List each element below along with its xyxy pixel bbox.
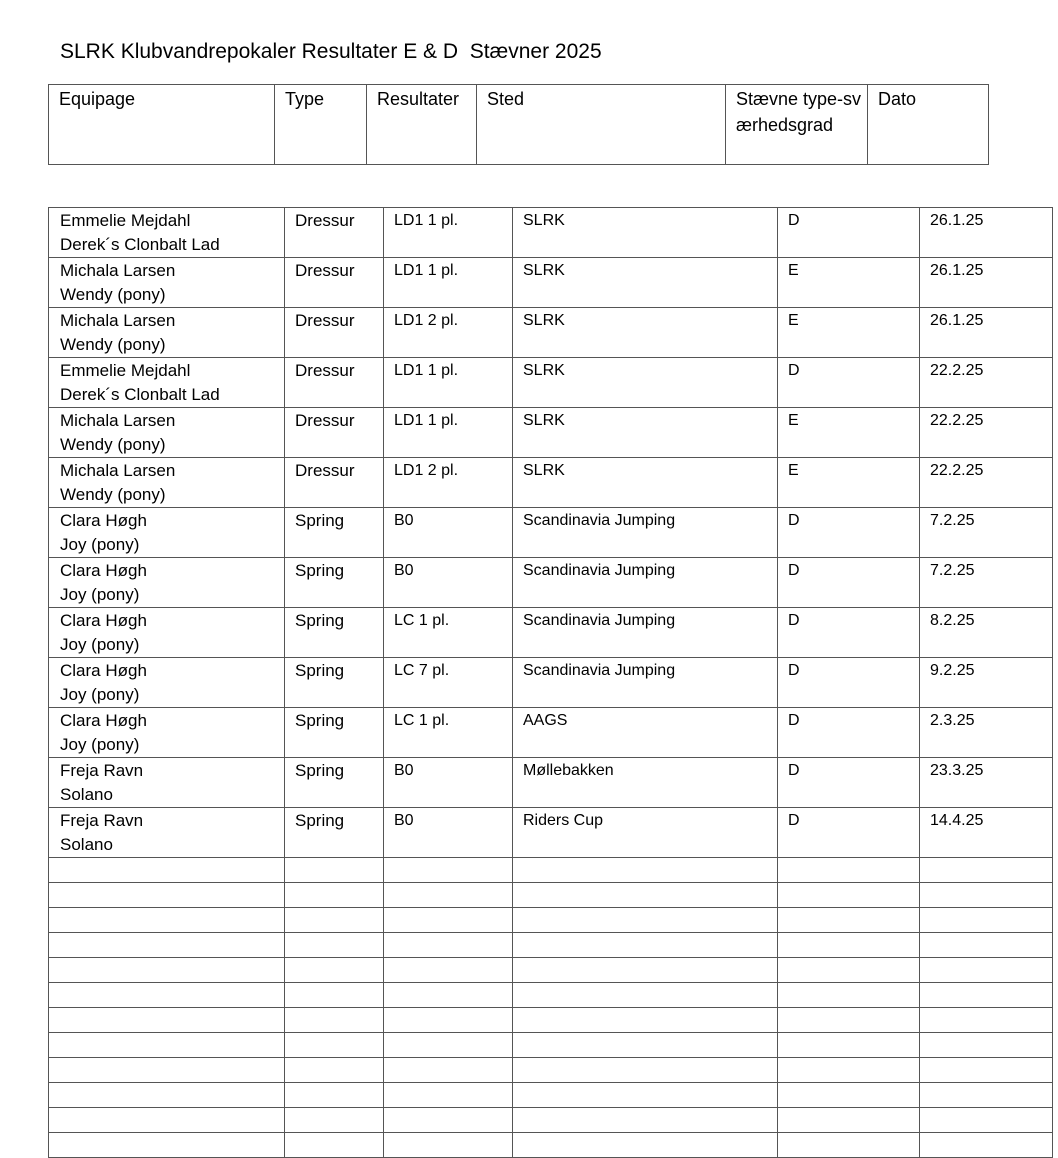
result-cell	[384, 308, 513, 358]
result-cell	[384, 508, 513, 558]
date-value: 8.2.25	[930, 612, 975, 629]
date-cell	[920, 358, 1053, 408]
result-value: LD1 2 pl.	[394, 312, 459, 329]
empty-cell	[778, 908, 920, 933]
table-row	[49, 608, 1053, 658]
empty-cell	[778, 1133, 920, 1158]
empty-cell	[920, 1133, 1053, 1158]
sted-value: Scandinavia Jumping	[523, 562, 676, 579]
empty-cell	[384, 908, 513, 933]
empty-table-row	[49, 958, 1053, 983]
empty-cell	[384, 883, 513, 908]
empty-cell	[513, 983, 778, 1008]
empty-cell	[778, 883, 920, 908]
sted-value: Scandinavia Jumping	[523, 612, 676, 629]
empty-table-row	[49, 1108, 1053, 1133]
empty-cell	[285, 1133, 384, 1158]
type-cell	[285, 508, 384, 558]
table-row	[49, 558, 1053, 608]
result-cell	[384, 458, 513, 508]
date-value: 2.3.25	[930, 712, 975, 729]
equipage-cell	[49, 508, 285, 558]
sted-cell	[513, 558, 778, 608]
result-value: B0	[394, 562, 414, 579]
empty-cell	[920, 1058, 1053, 1083]
empty-cell	[513, 933, 778, 958]
table-row	[49, 758, 1053, 808]
rider-name: Freja Ravn	[60, 761, 144, 780]
empty-cell	[285, 1108, 384, 1133]
grade-value: D	[788, 812, 800, 829]
empty-cell	[384, 958, 513, 983]
sted-cell	[513, 258, 778, 308]
table-row	[49, 658, 1053, 708]
type-value: Spring	[295, 561, 345, 580]
empty-table-row	[49, 1033, 1053, 1058]
result-cell	[384, 758, 513, 808]
empty-table-row	[49, 1083, 1053, 1108]
date-cell	[920, 308, 1053, 358]
empty-cell	[384, 1058, 513, 1083]
date-value: 7.2.25	[930, 512, 975, 529]
type-value: Dressur	[295, 261, 355, 280]
sted-value: SLRK	[523, 212, 565, 229]
empty-cell	[49, 1133, 285, 1158]
result-value: LC 1 pl.	[394, 612, 450, 629]
header-row	[49, 85, 989, 165]
empty-cell	[384, 933, 513, 958]
date-cell	[920, 508, 1053, 558]
sted-value: Scandinavia Jumping	[523, 512, 676, 529]
sted-cell	[513, 458, 778, 508]
empty-cell	[285, 1058, 384, 1083]
header-dato: Dato	[868, 85, 989, 165]
empty-cell	[285, 1008, 384, 1033]
result-cell	[384, 208, 513, 258]
sted-value: SLRK	[523, 262, 565, 279]
sted-value: SLRK	[523, 362, 565, 379]
grade-cell	[778, 508, 920, 558]
grade-cell	[778, 758, 920, 808]
equipage-cell	[49, 608, 285, 658]
type-cell	[285, 258, 384, 308]
empty-cell	[285, 933, 384, 958]
horse-name: Wendy (pony)	[60, 335, 166, 354]
grade-value: E	[788, 412, 799, 429]
grade-cell	[778, 258, 920, 308]
type-value: Dressur	[295, 411, 355, 430]
empty-cell	[49, 1083, 285, 1108]
empty-cell	[285, 908, 384, 933]
equipage-cell	[49, 658, 285, 708]
result-value: LD1 1 pl.	[394, 212, 459, 229]
grade-value: E	[788, 262, 799, 279]
empty-table-row	[49, 908, 1053, 933]
sted-cell	[513, 808, 778, 858]
empty-cell	[778, 1033, 920, 1058]
result-value: LC 1 pl.	[394, 712, 450, 729]
grade-value: D	[788, 512, 800, 529]
empty-cell	[285, 983, 384, 1008]
empty-cell	[920, 1108, 1053, 1133]
table-row	[49, 208, 1053, 258]
empty-cell	[513, 858, 778, 883]
empty-table-row	[49, 933, 1053, 958]
grade-value: D	[788, 212, 800, 229]
results-table	[48, 207, 1053, 1158]
horse-name: Joy (pony)	[60, 635, 140, 654]
grade-cell	[778, 558, 920, 608]
empty-cell	[49, 883, 285, 908]
grade-value: D	[788, 562, 800, 579]
date-cell	[920, 408, 1053, 458]
type-value: Spring	[295, 811, 345, 830]
type-value: Dressur	[295, 461, 355, 480]
date-cell	[920, 708, 1053, 758]
equipage-cell	[49, 458, 285, 508]
empty-table-row	[49, 883, 1053, 908]
date-cell	[920, 458, 1053, 508]
header-type: Type	[275, 85, 367, 165]
result-cell	[384, 708, 513, 758]
empty-cell	[778, 1008, 920, 1033]
horse-name: Derek´s Clonbalt Lad	[60, 235, 220, 254]
header-resultater: Resultater	[367, 85, 477, 165]
empty-cell	[384, 1008, 513, 1033]
horse-name: Joy (pony)	[60, 535, 140, 554]
type-cell	[285, 558, 384, 608]
table-row	[49, 458, 1053, 508]
sted-value: SLRK	[523, 462, 565, 479]
horse-name: Solano	[60, 835, 113, 854]
result-value: LD1 1 pl.	[394, 362, 459, 379]
equipage-cell	[49, 758, 285, 808]
equipage-cell	[49, 708, 285, 758]
header-sted: Sted	[477, 85, 726, 165]
grade-value: E	[788, 462, 799, 479]
type-value: Dressur	[295, 311, 355, 330]
grade-cell	[778, 608, 920, 658]
result-value: LD1 1 pl.	[394, 262, 459, 279]
table-row	[49, 708, 1053, 758]
horse-name: Wendy (pony)	[60, 285, 166, 304]
sted-cell	[513, 708, 778, 758]
grade-cell	[778, 808, 920, 858]
grade-cell	[778, 358, 920, 408]
empty-cell	[285, 858, 384, 883]
date-value: 9.2.25	[930, 662, 975, 679]
date-value: 14.4.25	[930, 812, 984, 829]
date-value: 7.2.25	[930, 562, 975, 579]
grade-value: D	[788, 712, 800, 729]
empty-cell	[285, 883, 384, 908]
table-row	[49, 358, 1053, 408]
empty-cell	[513, 1083, 778, 1108]
empty-cell	[778, 958, 920, 983]
rider-name: Michala Larsen	[60, 411, 176, 430]
column-header-table	[48, 84, 989, 165]
rider-name: Clara Høgh	[60, 561, 147, 580]
horse-name: Wendy (pony)	[60, 435, 166, 454]
horse-name: Joy (pony)	[60, 735, 140, 754]
date-value: 26.1.25	[930, 212, 984, 229]
empty-cell	[49, 1108, 285, 1133]
table-row	[49, 258, 1053, 308]
type-value: Spring	[295, 511, 345, 530]
result-cell	[384, 258, 513, 308]
sted-cell	[513, 508, 778, 558]
empty-cell	[920, 883, 1053, 908]
grade-cell	[778, 408, 920, 458]
type-cell	[285, 608, 384, 658]
type-value: Spring	[295, 711, 345, 730]
empty-cell	[513, 883, 778, 908]
date-value: 22.2.25	[930, 462, 984, 479]
rider-name: Clara Høgh	[60, 511, 147, 530]
empty-cell	[778, 858, 920, 883]
date-cell	[920, 658, 1053, 708]
grade-cell	[778, 708, 920, 758]
result-cell	[384, 558, 513, 608]
horse-name: Joy (pony)	[60, 585, 140, 604]
result-cell	[384, 808, 513, 858]
sted-cell	[513, 408, 778, 458]
type-cell	[285, 808, 384, 858]
horse-name: Wendy (pony)	[60, 485, 166, 504]
header-staevne-type: Stævne type-sværhedsgrad	[726, 85, 868, 165]
type-value: Spring	[295, 611, 345, 630]
empty-cell	[49, 1008, 285, 1033]
rider-name: Clara Høgh	[60, 611, 147, 630]
rider-name: Emmelie Mejdahl	[60, 361, 191, 380]
empty-cell	[285, 958, 384, 983]
sted-cell	[513, 608, 778, 658]
type-cell	[285, 458, 384, 508]
empty-cell	[49, 958, 285, 983]
sted-cell	[513, 658, 778, 708]
grade-value: D	[788, 612, 800, 629]
empty-cell	[49, 908, 285, 933]
rider-name: Michala Larsen	[60, 311, 176, 330]
rider-name: Michala Larsen	[60, 461, 176, 480]
result-value: LD1 1 pl.	[394, 412, 459, 429]
empty-cell	[49, 1058, 285, 1083]
empty-table-row	[49, 1008, 1053, 1033]
empty-cell	[384, 1108, 513, 1133]
empty-table-row	[49, 1133, 1053, 1158]
empty-cell	[285, 1033, 384, 1058]
date-value: 26.1.25	[930, 312, 984, 329]
sted-cell	[513, 758, 778, 808]
type-cell	[285, 708, 384, 758]
rider-name: Emmelie Mejdahl	[60, 211, 191, 230]
rider-name: Michala Larsen	[60, 261, 176, 280]
type-value: Dressur	[295, 211, 355, 230]
empty-cell	[920, 933, 1053, 958]
equipage-cell	[49, 808, 285, 858]
date-cell	[920, 258, 1053, 308]
table-row	[49, 508, 1053, 558]
date-value: 23.3.25	[930, 762, 984, 779]
empty-cell	[920, 1083, 1053, 1108]
empty-cell	[384, 1033, 513, 1058]
empty-table-row	[49, 1058, 1053, 1083]
grade-cell	[778, 458, 920, 508]
empty-cell	[778, 983, 920, 1008]
sted-cell	[513, 308, 778, 358]
result-value: B0	[394, 512, 414, 529]
date-cell	[920, 608, 1053, 658]
date-value: 22.2.25	[930, 362, 984, 379]
empty-cell	[920, 1008, 1053, 1033]
result-value: LD1 2 pl.	[394, 462, 459, 479]
horse-name: Joy (pony)	[60, 685, 140, 704]
type-cell	[285, 308, 384, 358]
sted-cell	[513, 358, 778, 408]
empty-cell	[285, 1083, 384, 1108]
grade-cell	[778, 208, 920, 258]
type-cell	[285, 208, 384, 258]
empty-cell	[920, 858, 1053, 883]
horse-name: Derek´s Clonbalt Lad	[60, 385, 220, 404]
type-value: Spring	[295, 761, 345, 780]
equipage-cell	[49, 308, 285, 358]
grade-value: D	[788, 662, 800, 679]
date-cell	[920, 758, 1053, 808]
empty-cell	[384, 1083, 513, 1108]
table-row	[49, 808, 1053, 858]
empty-table-row	[49, 858, 1053, 883]
empty-cell	[49, 933, 285, 958]
empty-cell	[778, 933, 920, 958]
equipage-cell	[49, 558, 285, 608]
page-title: SLRK Klubvandrepokaler Resultater E & D Stævner 2025	[60, 40, 602, 63]
sted-value: Riders Cup	[523, 812, 604, 829]
rider-name: Clara Høgh	[60, 711, 147, 730]
grade-value: D	[788, 362, 800, 379]
sted-value: SLRK	[523, 412, 565, 429]
equipage-cell	[49, 208, 285, 258]
empty-cell	[920, 983, 1053, 1008]
empty-table-row	[49, 983, 1053, 1008]
date-cell	[920, 558, 1053, 608]
date-cell	[920, 808, 1053, 858]
sted-value: AAGS	[523, 712, 568, 729]
empty-cell	[513, 1108, 778, 1133]
empty-cell	[384, 983, 513, 1008]
empty-cell	[920, 1033, 1053, 1058]
grade-cell	[778, 658, 920, 708]
type-cell	[285, 408, 384, 458]
equipage-cell	[49, 358, 285, 408]
rider-name: Clara Høgh	[60, 661, 147, 680]
date-cell	[920, 208, 1053, 258]
empty-cell	[49, 858, 285, 883]
result-value: B0	[394, 762, 414, 779]
result-value: LC 7 pl.	[394, 662, 450, 679]
equipage-cell	[49, 408, 285, 458]
empty-cell	[513, 1008, 778, 1033]
empty-cell	[778, 1058, 920, 1083]
type-value: Spring	[295, 661, 345, 680]
empty-cell	[513, 958, 778, 983]
type-cell	[285, 758, 384, 808]
sted-value: SLRK	[523, 312, 565, 329]
sted-cell	[513, 208, 778, 258]
horse-name: Solano	[60, 785, 113, 804]
results-body	[49, 208, 1053, 1158]
type-value: Dressur	[295, 361, 355, 380]
empty-cell	[49, 1033, 285, 1058]
result-value: B0	[394, 812, 414, 829]
rider-name: Freja Ravn	[60, 811, 144, 830]
empty-cell	[513, 1033, 778, 1058]
grade-value: E	[788, 312, 799, 329]
empty-cell	[513, 1058, 778, 1083]
type-cell	[285, 658, 384, 708]
result-cell	[384, 358, 513, 408]
table-row	[49, 408, 1053, 458]
result-cell	[384, 658, 513, 708]
header-equipage: Equipage	[49, 85, 275, 165]
empty-cell	[778, 1083, 920, 1108]
result-cell	[384, 408, 513, 458]
empty-cell	[49, 983, 285, 1008]
empty-cell	[513, 1133, 778, 1158]
result-cell	[384, 608, 513, 658]
type-cell	[285, 358, 384, 408]
equipage-cell	[49, 258, 285, 308]
empty-cell	[778, 1108, 920, 1133]
empty-cell	[920, 908, 1053, 933]
date-value: 26.1.25	[930, 262, 984, 279]
empty-cell	[384, 1133, 513, 1158]
grade-cell	[778, 308, 920, 358]
table-row	[49, 308, 1053, 358]
date-value: 22.2.25	[930, 412, 984, 429]
grade-value: D	[788, 762, 800, 779]
sted-value: Scandinavia Jumping	[523, 662, 676, 679]
empty-cell	[513, 908, 778, 933]
empty-cell	[920, 958, 1053, 983]
empty-cell	[384, 858, 513, 883]
sted-value: Møllebakken	[523, 762, 614, 779]
